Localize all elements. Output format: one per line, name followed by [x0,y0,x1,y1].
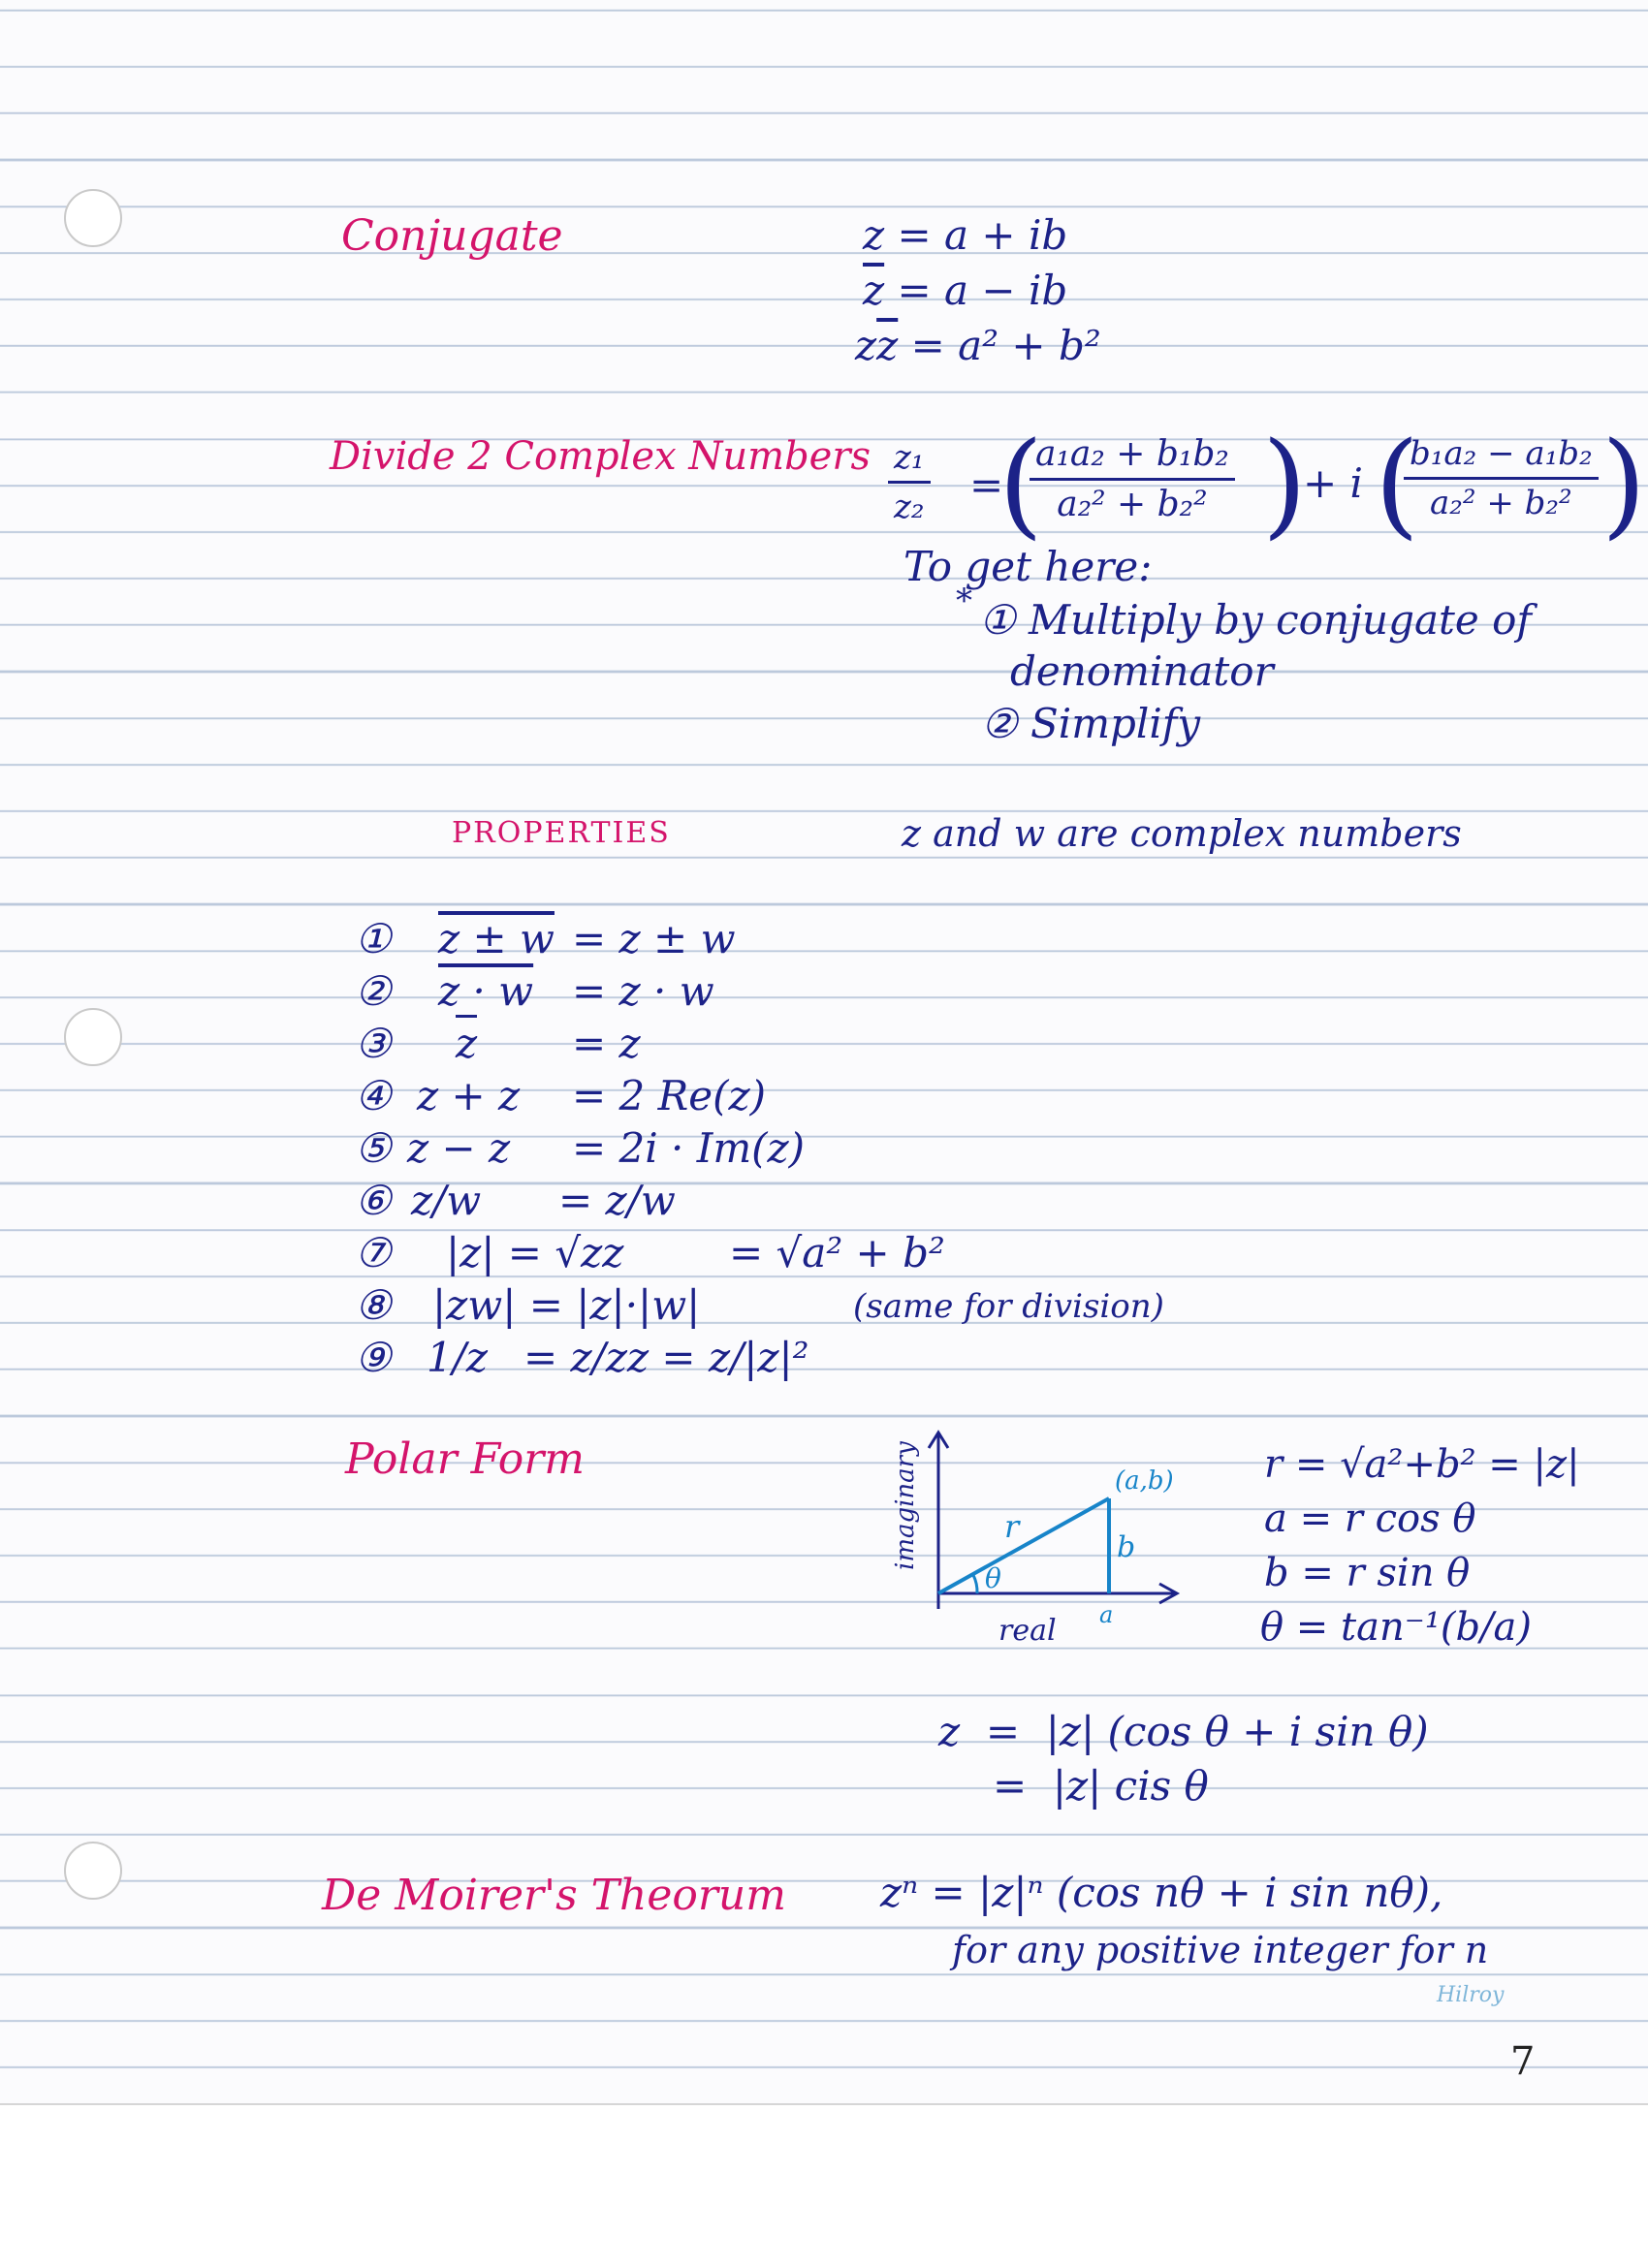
conjugate-heading: Conjugate [341,211,563,261]
property-lhs: z − z [407,1124,511,1172]
step-1: ① Multiply by conjugate of [979,596,1532,644]
property-lhs: |z| = √zz [446,1229,624,1276]
property-row: ⑥ [355,1177,392,1224]
scan-margin [0,2103,1648,2268]
property-row: ③ [355,1020,392,1067]
property-row: ⑦ [355,1229,392,1276]
property-rhs: (same for division) [853,1287,1164,1326]
radius-line [938,1498,1109,1593]
real-part-fraction: $\frac{\text{a₁a₂ + b₁b₂}}{\text{a₂² + b₂²}}$ [1030,434,1235,524]
polar-heading: Polar Form [345,1434,586,1484]
property-row: ① [355,915,392,962]
property-lhs: z ± w [438,915,555,962]
right-paren: ) [1601,417,1647,551]
property-rhs: = z/zz = z/|z|² [523,1334,809,1381]
property-rhs: = z ± w [572,915,736,962]
b-label: b [1117,1530,1136,1564]
property-row: ⑧ [355,1281,392,1329]
point-label: (a,b) [1115,1466,1174,1496]
property-lhs: 1/z [427,1334,488,1381]
property-rhs: = 2 Re(z) [572,1072,766,1119]
left-paren: ( [1375,417,1420,551]
theta-label: θ [985,1562,1001,1594]
divide-equals: = [969,461,1004,509]
right-paren: ) [1262,417,1308,551]
property-rhs: = z [572,1020,641,1067]
property-rhs: = 2i · Im(z) [572,1124,806,1172]
divide-heading: Divide 2 Complex Numbers [330,434,871,479]
r-label: r [1004,1508,1020,1545]
imaginary-axis-label: imaginary [891,1441,920,1570]
hilroy-watermark: Hilroy [1437,1983,1505,2007]
conjugate-line-2: $\overline{z} = a$ − ib [863,267,1068,314]
properties-heading: PROPERTIES [452,816,671,850]
demoivre-formula: zⁿ = |z|ⁿ (cos nθ + i sin nθ), [880,1869,1443,1916]
property-lhs: |zw| = |z|·|w| [432,1281,701,1329]
real-axis-label: real [998,1614,1057,1648]
binder-hole [64,1842,122,1900]
conjugate-line-3: $z\overline{z} = a^2 + b^2$ [855,322,1101,369]
property-lhs: z [456,1020,477,1067]
polar-eq-2: a = r cos θ [1264,1496,1476,1541]
property-rhs: = √a² + b² [729,1229,945,1276]
star-mark: * [956,582,972,620]
conjugate-line-1: z = a + ib [863,211,1068,259]
polar-form-1: z = |z| (cos θ + i sin θ) [938,1708,1429,1755]
a-label: a [1099,1601,1114,1628]
demoivre-condition: for any positive integer for n [952,1929,1489,1971]
note-title: To get here: [903,543,1153,590]
property-row: ② [355,967,392,1015]
property-row: ⑤ [355,1124,392,1172]
property-row: ⑨ [355,1334,392,1381]
polar-eq-4: θ = tan⁻¹(b/a) [1260,1605,1532,1650]
demoivre-heading: De Moirer's Theorum [322,1871,786,1920]
quotient-lhs: $\frac{\text{z₁}}{\text{z₂}}$ [888,438,931,526]
imag-part-fraction: $\frac{\text{b₁a₂ − a₁b₂}}{\text{a₂² + b₂²}}$ [1404,434,1599,522]
binder-hole [64,1008,122,1066]
polar-eq-1: r = √a²+b² = |z| [1264,1442,1580,1487]
left-paren: ( [998,417,1044,551]
polar-eq-3: b = r sin θ [1264,1551,1471,1595]
page-number: 7 [1510,2039,1536,2084]
property-lhs: z · w [438,967,534,1015]
step-1-cont: denominator [1010,647,1274,695]
property-lhs: z + z [417,1072,521,1119]
binder-hole [64,189,122,247]
properties-note: z and w are complex numbers [902,812,1462,855]
property-rhs: = z/w [558,1177,676,1224]
polar-form-2: = |z| cis θ [993,1762,1209,1810]
plus-i: + i [1303,459,1363,507]
angle-arc [973,1575,977,1593]
property-lhs: z/w [411,1177,482,1224]
property-row: ④ [355,1072,392,1119]
polar-diagram [872,1415,1202,1657]
property-rhs: = z · w [572,967,714,1015]
step-2: ② Simplify [981,700,1201,747]
